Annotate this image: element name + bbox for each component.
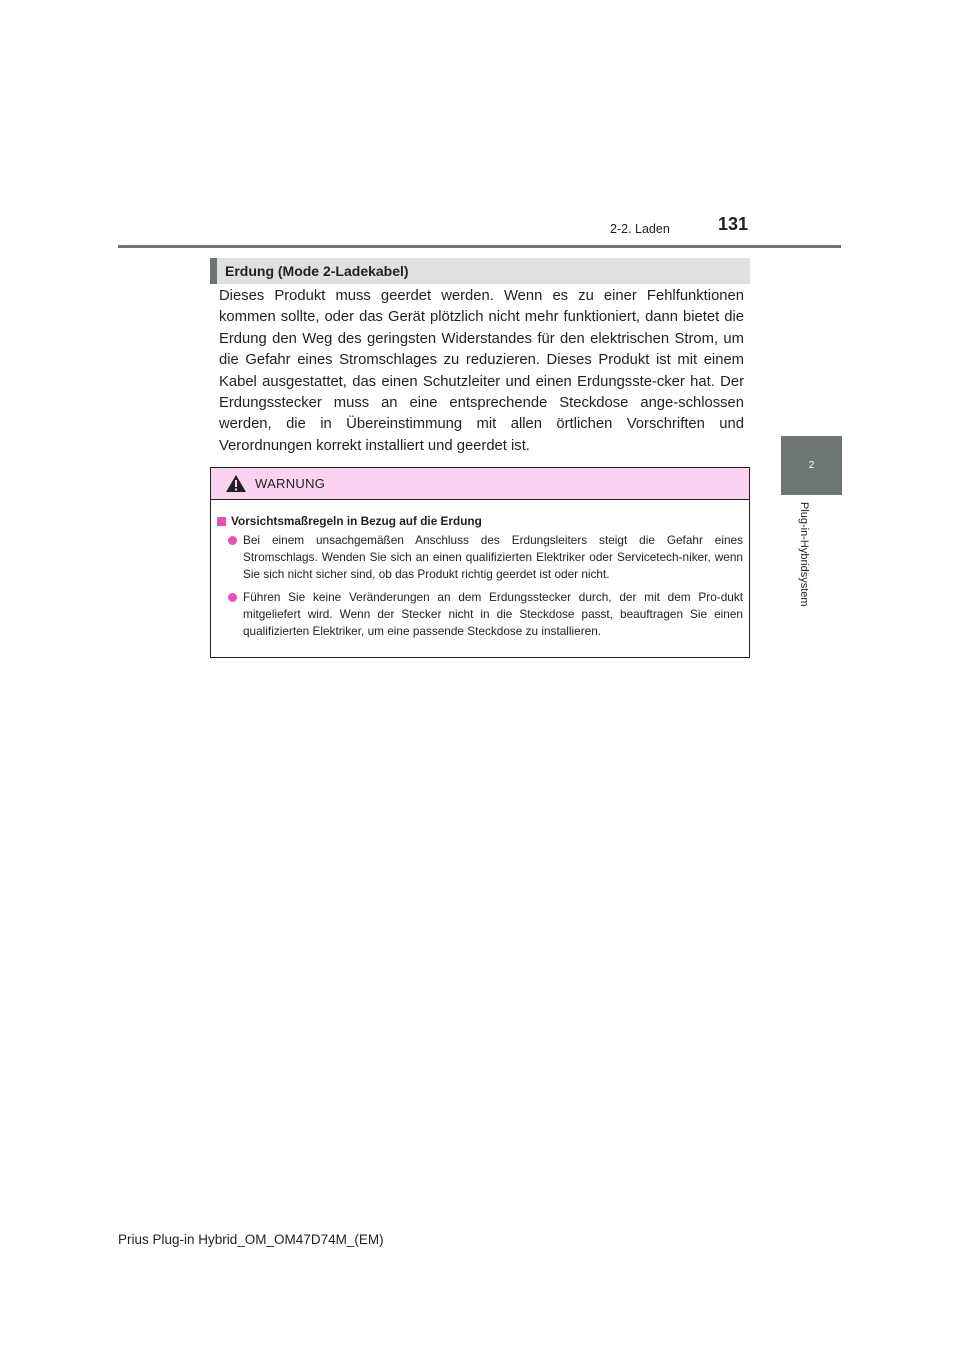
warning-label: WARNUNG — [255, 476, 326, 491]
header-rule — [118, 245, 841, 248]
section-heading — [210, 258, 750, 284]
warning-triangle-icon — [225, 474, 247, 493]
warning-box — [210, 467, 750, 658]
section-title: Erdung (Mode 2-Ladekabel) — [225, 263, 409, 279]
circle-bullet-icon — [228, 593, 237, 602]
chapter-title: Plug-in-Hybridsystem — [798, 502, 810, 607]
header-section-title: 2-2. Laden — [610, 222, 670, 236]
warning-title — [217, 514, 749, 528]
warning-item — [228, 589, 743, 640]
warning-item — [228, 532, 743, 583]
warning-item-text: Bei einem unsachgemäßen Anschluss des Erdungsleiters steigt die Gefahr eines Stromschlags. Wenden Sie sich an einen qualifizierten Elektriker oder Servicetech-niker, wenn Sie sich nicht sicher sind, ob das Produkt richtig geerdet ist oder nicht. — [243, 533, 743, 581]
warning-header — [211, 468, 749, 500]
warning-title-text: Vorsichtsmaßregeln in Bezug auf die Erdung — [231, 514, 482, 528]
page-number: 131 — [718, 214, 749, 234]
chapter-tab — [781, 436, 842, 495]
chapter-number: 2 — [808, 460, 815, 471]
section-body: Dieses Produkt muss geerdet werden. Wenn es zu einer Fehlfunktionen kommen sollte, oder das Gerät plötzlich nicht mehr funktioniert, dann bietet die Erdung den Weg des geringsten Widerstandes für den elektrischen Strom, um die Gefahr eines Stromschlages zu reduzieren. Dieses Produkt ist mit einem Kabel ausgestattet, das einen Schutzleiter und einen Erdungsste-cker hat. Der Erdungsstecker muss an eine entsprechende Steckdose ange-schlossen werden, die in Übereinstimmung mit allen örtlichen Vorschriften und Verordnungen korrekt installiert und geerdet ist. — [219, 288, 744, 454]
warning-item-text: Führen Sie keine Veränderungen an dem Erdungsstecker durch, der mit dem Pro-dukt mitgeliefert wird. Wenn der Stecker nicht in die Steckdose passt, beauftragen Sie einen qualifizierten Elektriker, um eine passende Steckdose zu installieren. — [243, 590, 743, 638]
footer-document-id: Prius Plug-in Hybrid_OM_OM47D74M_(EM) — [118, 1232, 384, 1247]
circle-bullet-icon — [228, 536, 237, 545]
square-bullet-icon — [217, 517, 226, 526]
